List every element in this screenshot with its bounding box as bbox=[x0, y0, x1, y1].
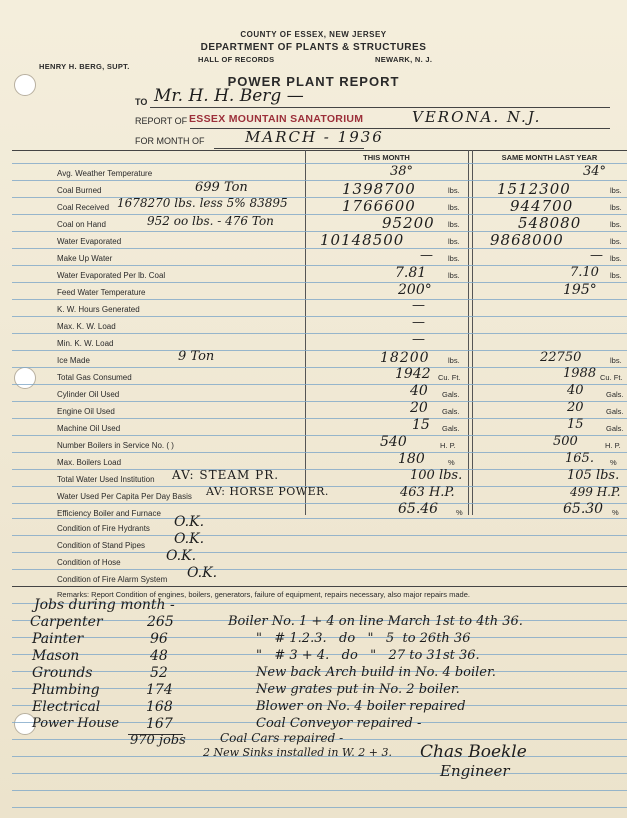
last-year-value: 15 bbox=[567, 417, 584, 432]
row-label: Cylinder Oil Used bbox=[57, 390, 120, 399]
last-year-unit: Gals. bbox=[606, 424, 624, 433]
month-value: MARCH - 1936 bbox=[245, 128, 384, 146]
last-year-value: 548080 bbox=[518, 214, 582, 232]
row-note: 1678270 lbs. less 5% 83895 bbox=[117, 196, 288, 210]
report-title: POWER PLANT REPORT bbox=[227, 74, 400, 89]
this-month-value: 7.81 bbox=[395, 265, 427, 281]
row-label: Coal Received bbox=[57, 203, 110, 212]
last-year-value: 34° bbox=[583, 164, 607, 179]
row-note: 699 Ton bbox=[195, 180, 248, 195]
row-label: Water Used Per Capita Per Day Basis bbox=[57, 492, 192, 501]
this-month-value: 65.46 bbox=[398, 501, 439, 517]
signature-title: Engineer bbox=[440, 762, 510, 780]
this-month-unit: Gals. bbox=[442, 407, 460, 416]
this-month-value: — bbox=[412, 298, 425, 313]
job-count: 168 bbox=[146, 699, 173, 715]
job-desc: Blower on No. 4 boiler repaired bbox=[256, 699, 466, 714]
extra-note: 2 New Sinks installed in W. 2 + 3. bbox=[203, 746, 392, 759]
report-of-stamp: ESSEX MOUNTAIN SANATORIUM bbox=[189, 113, 364, 125]
row-label: Max. K. W. Load bbox=[57, 322, 116, 331]
row-label: Water Evaporated Per lb. Coal bbox=[57, 271, 166, 280]
this-month-unit: % bbox=[456, 508, 463, 517]
supt-line: HENRY H. BERG, SUPT. bbox=[39, 62, 130, 71]
last-year-unit: lbs. bbox=[610, 271, 622, 280]
job-trade: Grounds bbox=[32, 665, 93, 681]
last-year-unit: lbs. bbox=[610, 237, 622, 246]
job-trade: Power House bbox=[32, 716, 120, 731]
this-month-value: — bbox=[412, 315, 425, 330]
row-label: Min. K. W. Load bbox=[57, 339, 114, 348]
condition-label: Condition of Fire Hydrants bbox=[57, 524, 150, 533]
last-year-unit: lbs. bbox=[610, 356, 622, 365]
county-line: COUNTY OF ESSEX, NEW JERSEY bbox=[240, 30, 387, 39]
row-label: Water Evaporated bbox=[57, 237, 122, 246]
last-year-unit: Gals. bbox=[606, 390, 624, 399]
last-year-value: 195° bbox=[563, 282, 597, 298]
this-month-unit: H. P. bbox=[440, 441, 456, 450]
this-month-value: 38° bbox=[390, 164, 414, 179]
row-label: Make Up Water bbox=[57, 254, 113, 263]
this-month-value: 200° bbox=[398, 282, 432, 298]
this-month-value: — bbox=[420, 248, 433, 263]
city-line: NEWARK, N. J. bbox=[375, 55, 433, 64]
month-underline bbox=[214, 148, 364, 149]
job-desc: Coal Conveyor repaired - bbox=[256, 716, 422, 731]
last-year-value: 105 lbs. bbox=[567, 468, 620, 483]
row-label: Efficiency Boiler and Furnace bbox=[57, 509, 161, 518]
col-this-month: THIS MONTH bbox=[363, 153, 410, 162]
to-value: Mr. H. H. Berg — bbox=[154, 86, 304, 106]
last-year-unit: lbs. bbox=[610, 254, 622, 263]
job-count: 48 bbox=[150, 648, 168, 664]
job-count: 52 bbox=[150, 665, 168, 681]
report-of-label: REPORT OF bbox=[135, 116, 188, 126]
last-year-unit: H. P. bbox=[605, 441, 621, 450]
last-year-value: 9868000 bbox=[490, 231, 564, 249]
this-month-unit: lbs. bbox=[448, 271, 460, 280]
row-label: Coal on Hand bbox=[57, 220, 106, 229]
this-month-value: 1942 bbox=[395, 366, 431, 382]
row-note: AV: STEAM PR. bbox=[172, 468, 280, 482]
last-year-unit: Gals. bbox=[606, 407, 624, 416]
last-year-value: 22750 bbox=[540, 350, 582, 365]
this-month-value: 1398700 bbox=[342, 180, 416, 198]
jobs-heading: Jobs during month - bbox=[34, 597, 175, 613]
last-year-value: 20 bbox=[567, 400, 584, 415]
last-year-value: 165. bbox=[565, 451, 594, 466]
row-label: Avg. Weather Temperature bbox=[57, 169, 153, 178]
this-month-unit: lbs. bbox=[448, 356, 460, 365]
last-year-unit: lbs. bbox=[610, 186, 622, 195]
last-year-value: 500 bbox=[553, 434, 578, 449]
condition-value: O.K. bbox=[166, 548, 197, 564]
job-trade: Mason bbox=[32, 648, 80, 664]
last-year-value: 499 H.P. bbox=[570, 485, 621, 499]
row-label: K. W. Hours Generated bbox=[57, 305, 140, 314]
report-of-place: VERONA. N.J. bbox=[412, 108, 542, 126]
condition-label: Condition of Hose bbox=[57, 558, 121, 567]
this-month-unit: lbs. bbox=[448, 254, 460, 263]
row-label: Total Water Used Institution bbox=[57, 475, 155, 484]
condition-value: O.K. bbox=[174, 514, 205, 530]
this-month-unit: lbs. bbox=[448, 220, 460, 229]
job-desc: New grates put in No. 2 boiler. bbox=[256, 682, 460, 697]
condition-value: O.K. bbox=[187, 565, 218, 581]
job-desc: " # 3 + 4. do " 27 to 31st 36. bbox=[256, 648, 480, 663]
this-month-value: 20 bbox=[410, 400, 428, 416]
this-month-value: 95200 bbox=[382, 214, 435, 232]
this-month-value: 15 bbox=[412, 417, 430, 433]
this-month-value: 18200 bbox=[380, 350, 430, 366]
this-month-value: 40 bbox=[410, 383, 428, 399]
condition-label: Condition of Fire Alarm System bbox=[57, 575, 168, 584]
last-year-value: 1988 bbox=[563, 366, 597, 381]
hall-of-records: HALL OF RECORDS bbox=[198, 55, 275, 64]
extra-note: Coal Cars repaired - bbox=[220, 731, 344, 745]
row-label: Number Boilers in Service No. ( ) bbox=[57, 441, 174, 450]
job-count: 96 bbox=[150, 631, 168, 647]
row-note: AV: HORSE POWER. bbox=[206, 485, 329, 498]
row-label: Coal Burned bbox=[57, 186, 102, 195]
col-last-year: SAME MONTH LAST YEAR bbox=[501, 153, 598, 162]
job-count: 265 bbox=[147, 614, 174, 630]
this-month-unit: Cu. Ft. bbox=[438, 373, 461, 382]
this-month-value: 10148500 bbox=[320, 231, 405, 249]
job-desc: New back Arch build in No. 4 boiler. bbox=[256, 665, 496, 680]
this-month-unit: lbs. bbox=[448, 237, 460, 246]
this-month-value: 100 lbs. bbox=[410, 468, 463, 483]
job-trade: Plumbing bbox=[32, 682, 100, 698]
this-month-unit: % bbox=[448, 458, 455, 467]
row-label: Max. Boilers Load bbox=[57, 458, 122, 467]
last-year-unit: % bbox=[612, 508, 619, 517]
row-note: 952 oo lbs. - 476 Ton bbox=[147, 214, 274, 228]
last-year-value: 40 bbox=[567, 383, 584, 398]
last-year-unit: % bbox=[610, 458, 617, 467]
job-count: 174 bbox=[146, 682, 173, 698]
this-month-unit: lbs. bbox=[448, 203, 460, 212]
row-label: Engine Oil Used bbox=[57, 407, 115, 416]
last-year-value: 7.10 bbox=[570, 265, 599, 280]
last-year-unit: lbs. bbox=[610, 220, 622, 229]
this-month-value: — bbox=[412, 332, 425, 347]
row-note: 9 Ton bbox=[178, 349, 215, 364]
last-year-value: — bbox=[590, 248, 603, 263]
this-month-unit: Gals. bbox=[442, 390, 460, 399]
row-label: Feed Water Temperature bbox=[57, 288, 146, 297]
last-year-value: 1512300 bbox=[497, 180, 571, 198]
job-trade: Electrical bbox=[32, 699, 101, 715]
job-desc: " # 1.2.3. do " 5 to 26th 36 bbox=[256, 631, 471, 646]
job-trade: Painter bbox=[32, 631, 84, 647]
table-top-rule bbox=[12, 150, 627, 151]
last-year-value: 65.30 bbox=[563, 501, 604, 517]
condition-label: Condition of Stand Pipes bbox=[57, 541, 146, 550]
row-label: Ice Made bbox=[57, 356, 90, 365]
month-label: FOR MONTH OF bbox=[135, 136, 205, 146]
punch-hole bbox=[14, 367, 36, 389]
this-month-value: 1766600 bbox=[342, 197, 416, 215]
row-label: Total Gas Consumed bbox=[57, 373, 132, 382]
signature-name: Chas Boekle bbox=[420, 742, 527, 762]
remarks-label: Remarks: Report Condition of engines, boilers, generators, failure of equipment, repairs necessary, also major repairs made. bbox=[57, 590, 470, 599]
department-line: DEPARTMENT OF PLANTS & STRUCTURES bbox=[200, 42, 427, 53]
this-month-value: 540 bbox=[380, 434, 407, 450]
this-month-value: 463 H.P. bbox=[400, 485, 455, 500]
last-year-unit: lbs. bbox=[610, 203, 622, 212]
last-year-unit: Cu. Ft. bbox=[600, 373, 623, 382]
condition-value: O.K. bbox=[174, 531, 205, 547]
jobs-total: 970 jobs bbox=[130, 733, 186, 748]
job-count: 167 bbox=[146, 716, 173, 732]
this-month-unit: Gals. bbox=[442, 424, 460, 433]
job-trade: Carpenter bbox=[30, 614, 103, 630]
last-year-value: 944700 bbox=[510, 197, 574, 215]
row-label: Machine Oil Used bbox=[57, 424, 121, 433]
this-month-value: 180 bbox=[398, 451, 425, 467]
to-label: TO bbox=[135, 97, 148, 107]
this-month-unit: lbs. bbox=[448, 186, 460, 195]
job-desc: Boiler No. 1 + 4 on line March 1st to 4th 36. bbox=[228, 614, 523, 629]
